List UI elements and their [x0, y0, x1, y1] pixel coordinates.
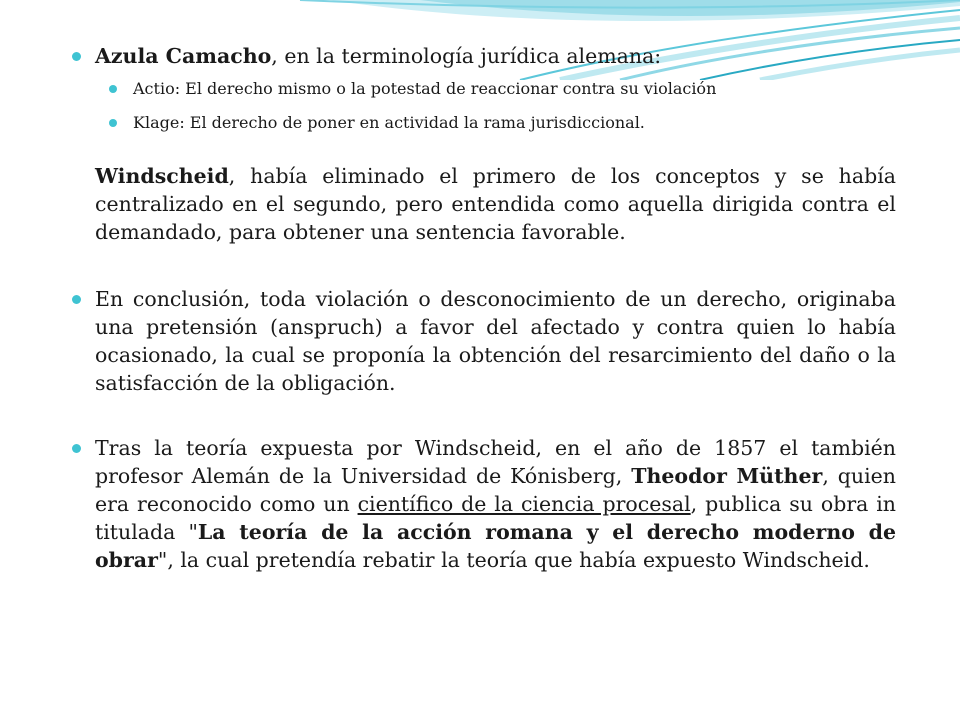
paragraph-text: , quien era reconocido como un	[95, 464, 897, 516]
bullet-dot-icon	[72, 52, 81, 61]
paragraph-text: ", la cual pretendía rebatir la teoría que había expuesto Windscheid.	[157, 548, 870, 572]
sub-bullet-text: Actio: El derecho mismo o la potestad de reaccionar contra su violación	[133, 79, 717, 98]
slide-content	[72, 44, 896, 574]
bullet-dot-icon	[72, 295, 81, 304]
bullet-azula-camacho	[72, 44, 896, 68]
book-title: La teoría de la acción romana y el derecho moderno de obrar	[95, 520, 896, 572]
sub-bullet-klage	[72, 113, 896, 133]
underlined-phrase: científico de la ciencia procesal	[357, 492, 691, 516]
bullet-dot-icon	[72, 444, 81, 453]
sub-bullet-dot-icon	[109, 85, 117, 93]
sub-bullet-text: Klage: El derecho de poner en actividad la rama jurisdiccional.	[133, 113, 645, 132]
sub-bullet-actio	[72, 79, 896, 99]
bullet-muther	[72, 434, 896, 574]
author-name: Azula Camacho	[95, 44, 272, 68]
paragraph-windscheid	[72, 162, 896, 246]
paragraph-text: , había eliminado el primero de los conceptos y se había centralizado en el segundo, pero entendida como aquella dirigida contra el demandado, para obtener una sentencia favorable.	[95, 164, 896, 244]
sub-bullet-dot-icon	[109, 119, 117, 127]
paragraph-text: En conclusión, toda violación o desconocimiento de un derecho, originaba una pretensión (anspruch) a favor del afectado y contra quien lo había ocasionado, la cual se proponía la obtención del resarcimiento del daño o la satisfacción de la obligación.	[95, 287, 896, 395]
paragraph-text: Tras la teoría expuesta por Windscheid, en el año de 1857 el también profesor Alemán de la Universidad de Kónisberg,	[95, 436, 896, 488]
theodor-muther-name: Theodor Müther	[631, 464, 823, 488]
bullet-conclusion	[72, 285, 896, 397]
windscheid-name: Windscheid	[95, 164, 229, 188]
heading-text: , en la terminología jurídica alemana:	[271, 44, 662, 68]
paragraph-text: , publica su obra in titulada "	[95, 492, 896, 544]
